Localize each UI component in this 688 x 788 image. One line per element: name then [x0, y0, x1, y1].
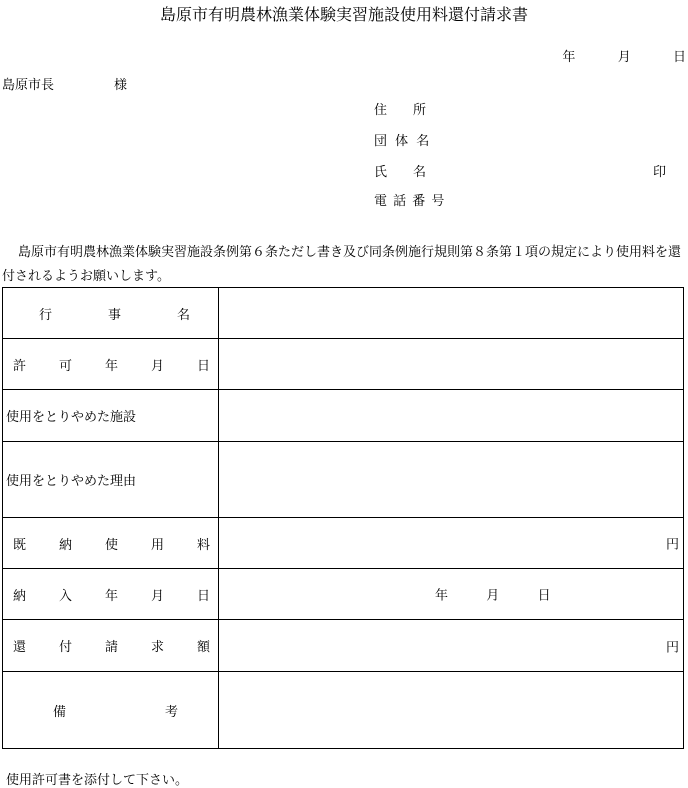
- date-month-label: 月: [617, 50, 631, 65]
- phone-label: 電 話 番 号: [374, 194, 446, 209]
- permit-date-label: 許可年月日: [3, 339, 219, 390]
- yen-unit: 円: [665, 537, 679, 553]
- cancelled-facility-field[interactable]: [219, 390, 684, 442]
- date-year-label: 年: [562, 50, 576, 65]
- request-statement: 島原市有明農林漁業体験実習施設条例第６条ただし書き及び同条例施行規則第８条第１項の規定により使用料を還付されるようお願いします。: [2, 245, 682, 284]
- yen-unit: 円: [665, 640, 679, 655]
- row-paid-fee: [3, 518, 684, 569]
- cancelled-reason-label: 使用をとりやめた理由: [3, 442, 219, 518]
- document-title: 島原市有明農林漁業体験実習施設使用料還付請求書: [159, 5, 528, 24]
- payment-date-units: [435, 585, 551, 604]
- paid-fee-label: 既納使用料: [3, 518, 219, 569]
- permit-date-field[interactable]: [219, 339, 684, 390]
- refund-amount-field[interactable]: [219, 620, 684, 672]
- row-event-name: [3, 288, 684, 339]
- payment-month-label: 月: [486, 588, 500, 604]
- payment-date-label: 納入年月日: [3, 569, 219, 620]
- row-permit-date: [3, 339, 684, 390]
- date-day-label: 日: [672, 50, 686, 65]
- refund-amount-label: 還付請求額: [3, 620, 219, 672]
- row-cancelled-reason: [3, 442, 684, 518]
- addressee-honorific: 様: [114, 78, 128, 93]
- paid-fee-field[interactable]: [219, 518, 684, 569]
- addressee: [2, 74, 127, 93]
- remarks-label: 備 考: [3, 672, 219, 749]
- cancelled-reason-field[interactable]: [219, 442, 684, 518]
- row-remarks: [3, 672, 684, 749]
- row-payment-date: [3, 569, 684, 620]
- event-name-field[interactable]: [219, 288, 684, 339]
- payment-day-label: 日: [537, 588, 551, 604]
- group-name-label: 団 体 名: [374, 134, 432, 149]
- addressee-name: 島原市長: [2, 78, 55, 93]
- cancelled-facility-label: 使用をとりやめた施設: [3, 390, 219, 442]
- row-cancelled-facility: [3, 390, 684, 442]
- row-refund-amount: [3, 620, 684, 672]
- footer-note: 使用許可書を添付して下さい。: [6, 773, 189, 788]
- event-name-label: 行 事 名: [3, 288, 219, 339]
- date-line: [562, 46, 686, 65]
- remarks-field[interactable]: [219, 672, 684, 749]
- payment-year-label: 年: [435, 588, 449, 604]
- name-label: 氏 名: [374, 165, 427, 180]
- refund-form-table: [2, 287, 684, 749]
- seal-mark: 印: [653, 165, 667, 180]
- payment-date-field[interactable]: [219, 569, 684, 620]
- address-label: 住 所: [374, 103, 427, 118]
